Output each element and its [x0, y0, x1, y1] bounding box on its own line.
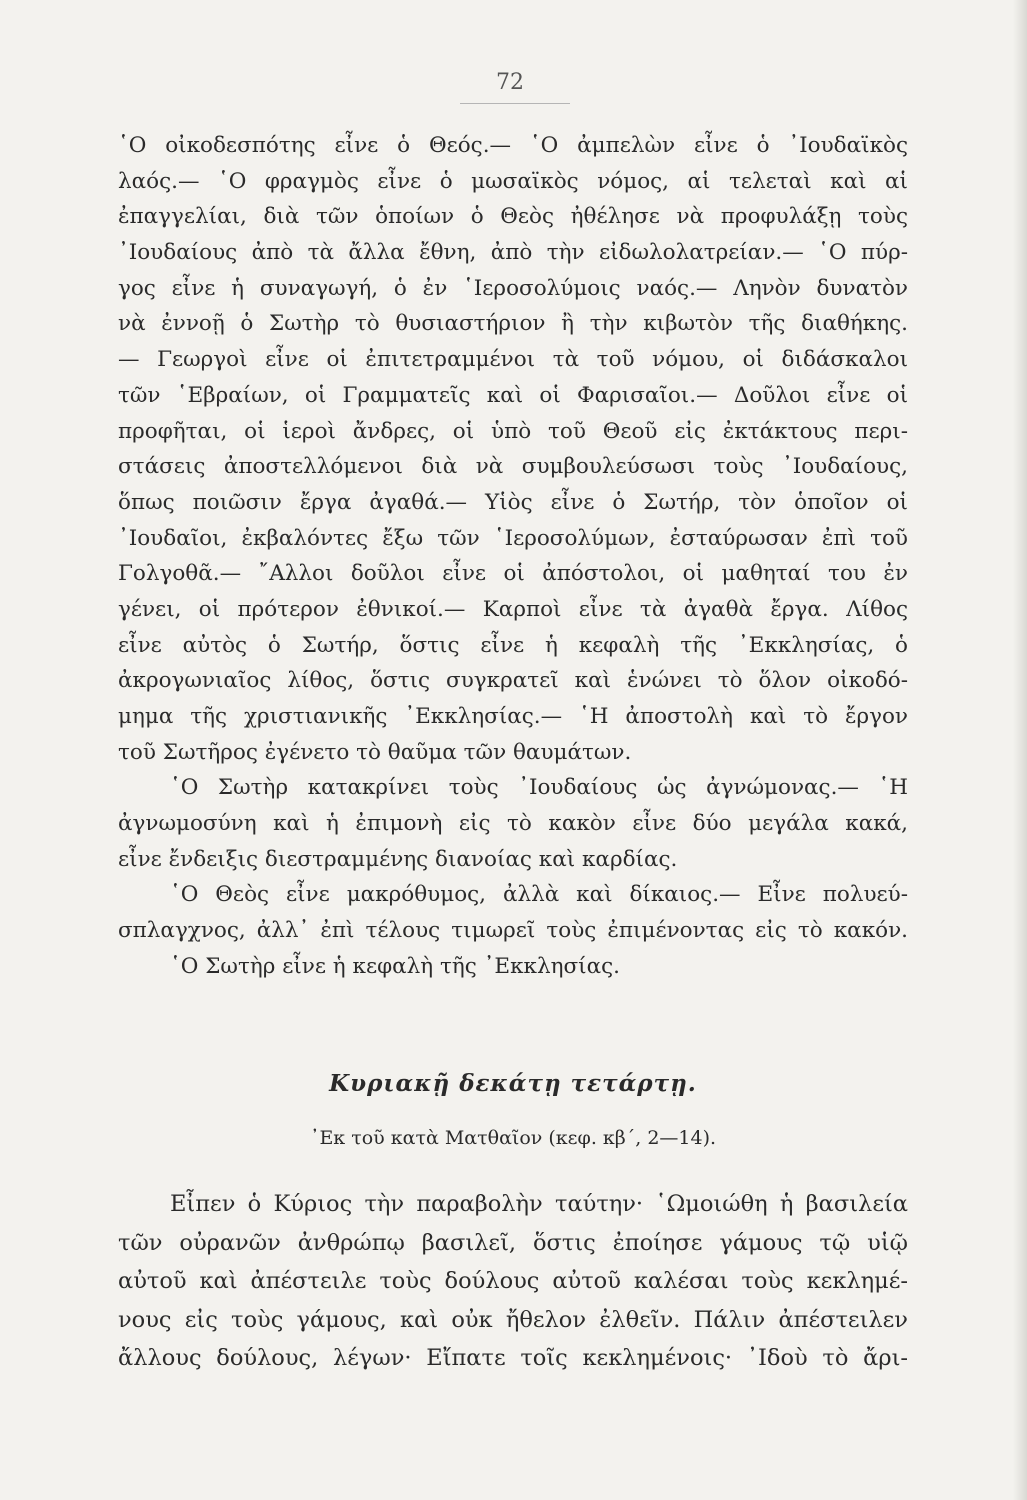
text-line: Εἶπεν ὁ Κύριος τὴν παραβολὴν ταύτην· ῾Ωμοιώθη ἡ βασιλεία [170, 1191, 908, 1217]
text-line: ᾽Ιουδαίους ἀπὸ τὰ ἄλλα ἔθνη, ἀπὸ τὴν εἰδωλολατρείαν.— ῾Ο πύρ- [118, 240, 908, 266]
text-line: ἐπαγγελίαι, διὰ τῶν ὁποίων ὁ Θεὸς ἠθέλησε νὰ προφυλάξῃ τοὺς [118, 204, 908, 230]
text-line: ῾Ο Σωτὴρ κατακρίνει τοὺς ᾽Ιουδαίους ὡς ἀγνώμονας.— ῾Η [170, 775, 908, 801]
text-line: γος εἶνε ἡ συναγωγή, ὁ ἐν ῾Ιεροσολύμοις ναός.— Ληνὸν δυνατὸν [118, 275, 908, 301]
scripture-citation: ᾽Εκ τοῦ κατὰ Ματθαῖον (κεφ. κβ΄, 2—14). [309, 1127, 717, 1149]
text-line: εἶνε ἔνδειξις διεστραμμένης διανοίας καὶ καρδίας. [118, 846, 678, 872]
section-heading-wrap [118, 1070, 908, 1097]
citation-wrap [118, 1127, 908, 1149]
text-line: ἀγνωμοσύνη καὶ ἡ ἐπιμονὴ εἰς τὸ κακὸν εἶνε δύο μεγάλα κακά, [118, 811, 908, 837]
page-edge-shadow [1013, 0, 1027, 1500]
text-line: στάσεις ἀποστελλόμενοι διὰ νὰ συμβουλεύσωσι τοὺς ᾽Ιουδαίους, [118, 454, 908, 480]
text-line: ᾽Ιουδαῖοι, ἐκβαλόντες ἔξω τῶν ῾Ιεροσολύμων, ἐσταύρωσαν ἐπὶ τοῦ [118, 525, 908, 551]
text-line: ὅπως ποιῶσιν ἔργα ἀγαθά.— Υἱὸς εἶνε ὁ Σωτήρ, τὸν ὁποῖον οἱ [118, 489, 908, 515]
text-line: σπλαγχνος, ἀλλ᾽ ἐπὶ τέλους τιμωρεῖ τοὺς ἐπιμένοντας εἰς τὸ κακόν. [118, 918, 908, 944]
page-number: 72 [496, 70, 524, 95]
text-line: τοῦ Σωτῆρος ἐγένετο τὸ θαῦμα τῶν θαυμάτων. [118, 739, 632, 765]
text-line: τῶν οὐρανῶν ἀνθρώπῳ βασιλεῖ, ὅστις ἐποίησε γάμους τῷ υἱῷ [118, 1229, 908, 1256]
text-line: ῾Ο Θεὸς εἶνε μακρόθυμος, ἀλλὰ καὶ δίκαιος.— Εἶνε πολυεύ- [170, 882, 908, 908]
text-line: ἄλλους δούλους, λέγων· Εἴπατε τοῖς κεκλημένοις· ᾽Ιδοὺ τὸ ἄρι- [118, 1345, 908, 1371]
text-line: ἀκρογωνιαῖος λίθος, ὅστις συγκρατεῖ καὶ ἑνώνει τὸ ὅλον οἰκοδό- [118, 668, 908, 694]
text-line: νὰ ἐννοῇ ὁ Σωτὴρ τὸ θυσιαστήριον ἢ τὴν κιβωτὸν τῆς διαθήκης. [118, 311, 908, 337]
section-heading: Κυριακῇ δεκάτῃ τετάρτῃ. [329, 1070, 697, 1097]
text-line: — Γεωργοὶ εἶνε οἱ ἐπιτετραμμένοι τὰ τοῦ νόμου, οἱ διδάσκαλοι [118, 347, 908, 373]
text-line: προφῆται, οἱ ἱεροὶ ἄνδρες, οἱ ὑπὸ τοῦ Θεοῦ εἰς ἐκτάκτους περι- [118, 418, 908, 444]
text-line: γένει, οἱ πρότερον ἐθνικοί.— Καρποὶ εἶνε τὰ ἀγαθὰ ἔργα. Λίθος [118, 596, 908, 622]
text-line: αὐτοῦ καὶ ἀπέστειλε τοὺς δούλους αὐτοῦ καλέσαι τοὺς κεκλημέ- [118, 1268, 908, 1294]
commentary-text [118, 128, 908, 985]
gospel-text [118, 1185, 908, 1378]
text-line: ῾Ο Σωτὴρ εἶνε ἡ κεφαλὴ τῆς ᾽Εκκλησίας. [170, 953, 620, 979]
text-line: Γολγοθᾶ.— ῎Αλλοι δοῦλοι εἶνε οἱ ἀπόστολοι, οἱ μαθηταί του ἐν [118, 561, 908, 587]
text-line: νους εἰς τοὺς γάμους, καὶ οὐκ ἤθελον ἐλθεῖν. Πάλιν ἀπέστειλεν [118, 1306, 908, 1333]
text-line: τῶν ῾Εβραίων, οἱ Γραμματεῖς καὶ οἱ Φαρισαῖοι.— Δοῦλοι εἶνε οἱ [118, 382, 908, 408]
text-line: μημα τῆς χριστιανικῆς ᾽Εκκλησίας.— ῾Η ἀποστολὴ καὶ τὸ ἔργον [118, 704, 908, 729]
text-line: ῾Ο οἰκοδεσπότης εἶνε ὁ Θεός.— ῾Ο ἀμπελὼν εἶνε ὁ ᾽Ιουδαϊκὸς [118, 133, 908, 158]
page-number-rule [460, 103, 570, 104]
text-line: λαός.— ῾Ο φραγμὸς εἶνε ὁ μωσαϊκὸς νόμος, αἱ τελεταὶ καὶ αἱ [118, 168, 908, 194]
text-line: εἶνε αὐτὸς ὁ Σωτήρ, ὅστις εἶνε ἡ κεφαλὴ τῆς ᾽Εκκλησίας, ὁ [118, 632, 908, 658]
